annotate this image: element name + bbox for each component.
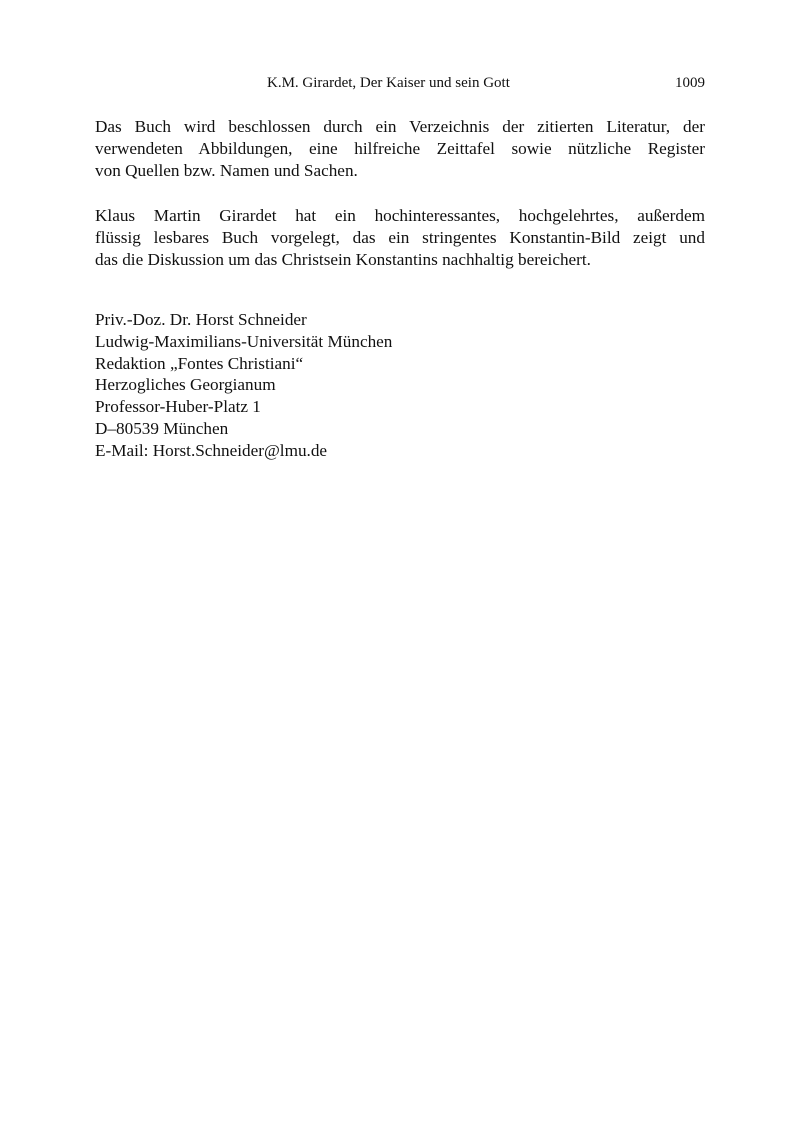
- text-line: flüssig lesbares Buch vorgelegt, das ein stringentes Konstantin-Bild zeigt und: [95, 227, 705, 247]
- author-name: Priv.-Doz. Dr. Horst Schneider: [95, 310, 307, 329]
- page-number: 1009: [675, 75, 705, 91]
- editorial-office: Redaktion „Fontes Christiani“: [95, 353, 304, 373]
- email-line: E-Mail: Horst.Schneider@lmu.de: [95, 440, 328, 460]
- text-line: Das Buch wird beschlossen durch ein Verzeichnis der zitierten Literatur, der: [95, 117, 705, 136]
- paragraph-spacer: [95, 183, 705, 205]
- postal-city: D–80539 München: [95, 418, 229, 438]
- text-line: von Quellen bzw. Namen und Sachen.: [95, 161, 358, 181]
- text-line: das die Diskussion um das Christsein Konstantins nachhaltig bereichert.: [95, 250, 591, 270]
- body-text: [95, 116, 705, 271]
- paragraph-closing-contents: [95, 116, 705, 183]
- running-title: K.M. Girardet, Der Kaiser und sein Gott: [267, 75, 510, 91]
- university: Ludwig-Maximilians-Universität München: [95, 331, 393, 351]
- paragraph-conclusion: [95, 205, 705, 272]
- institution: Herzogliches Georgianum: [95, 375, 276, 395]
- author-address: [95, 309, 515, 462]
- street: Professor-Huber-Platz 1: [95, 397, 261, 417]
- text-line: verwendeten Abbildungen, eine hilfreiche Zeittafel sowie nützliche Register: [95, 139, 705, 159]
- running-header: [95, 72, 705, 94]
- text-line: Klaus Martin Girardet hat ein hochinteressantes, hochgelehrtes, außerdem: [95, 205, 705, 225]
